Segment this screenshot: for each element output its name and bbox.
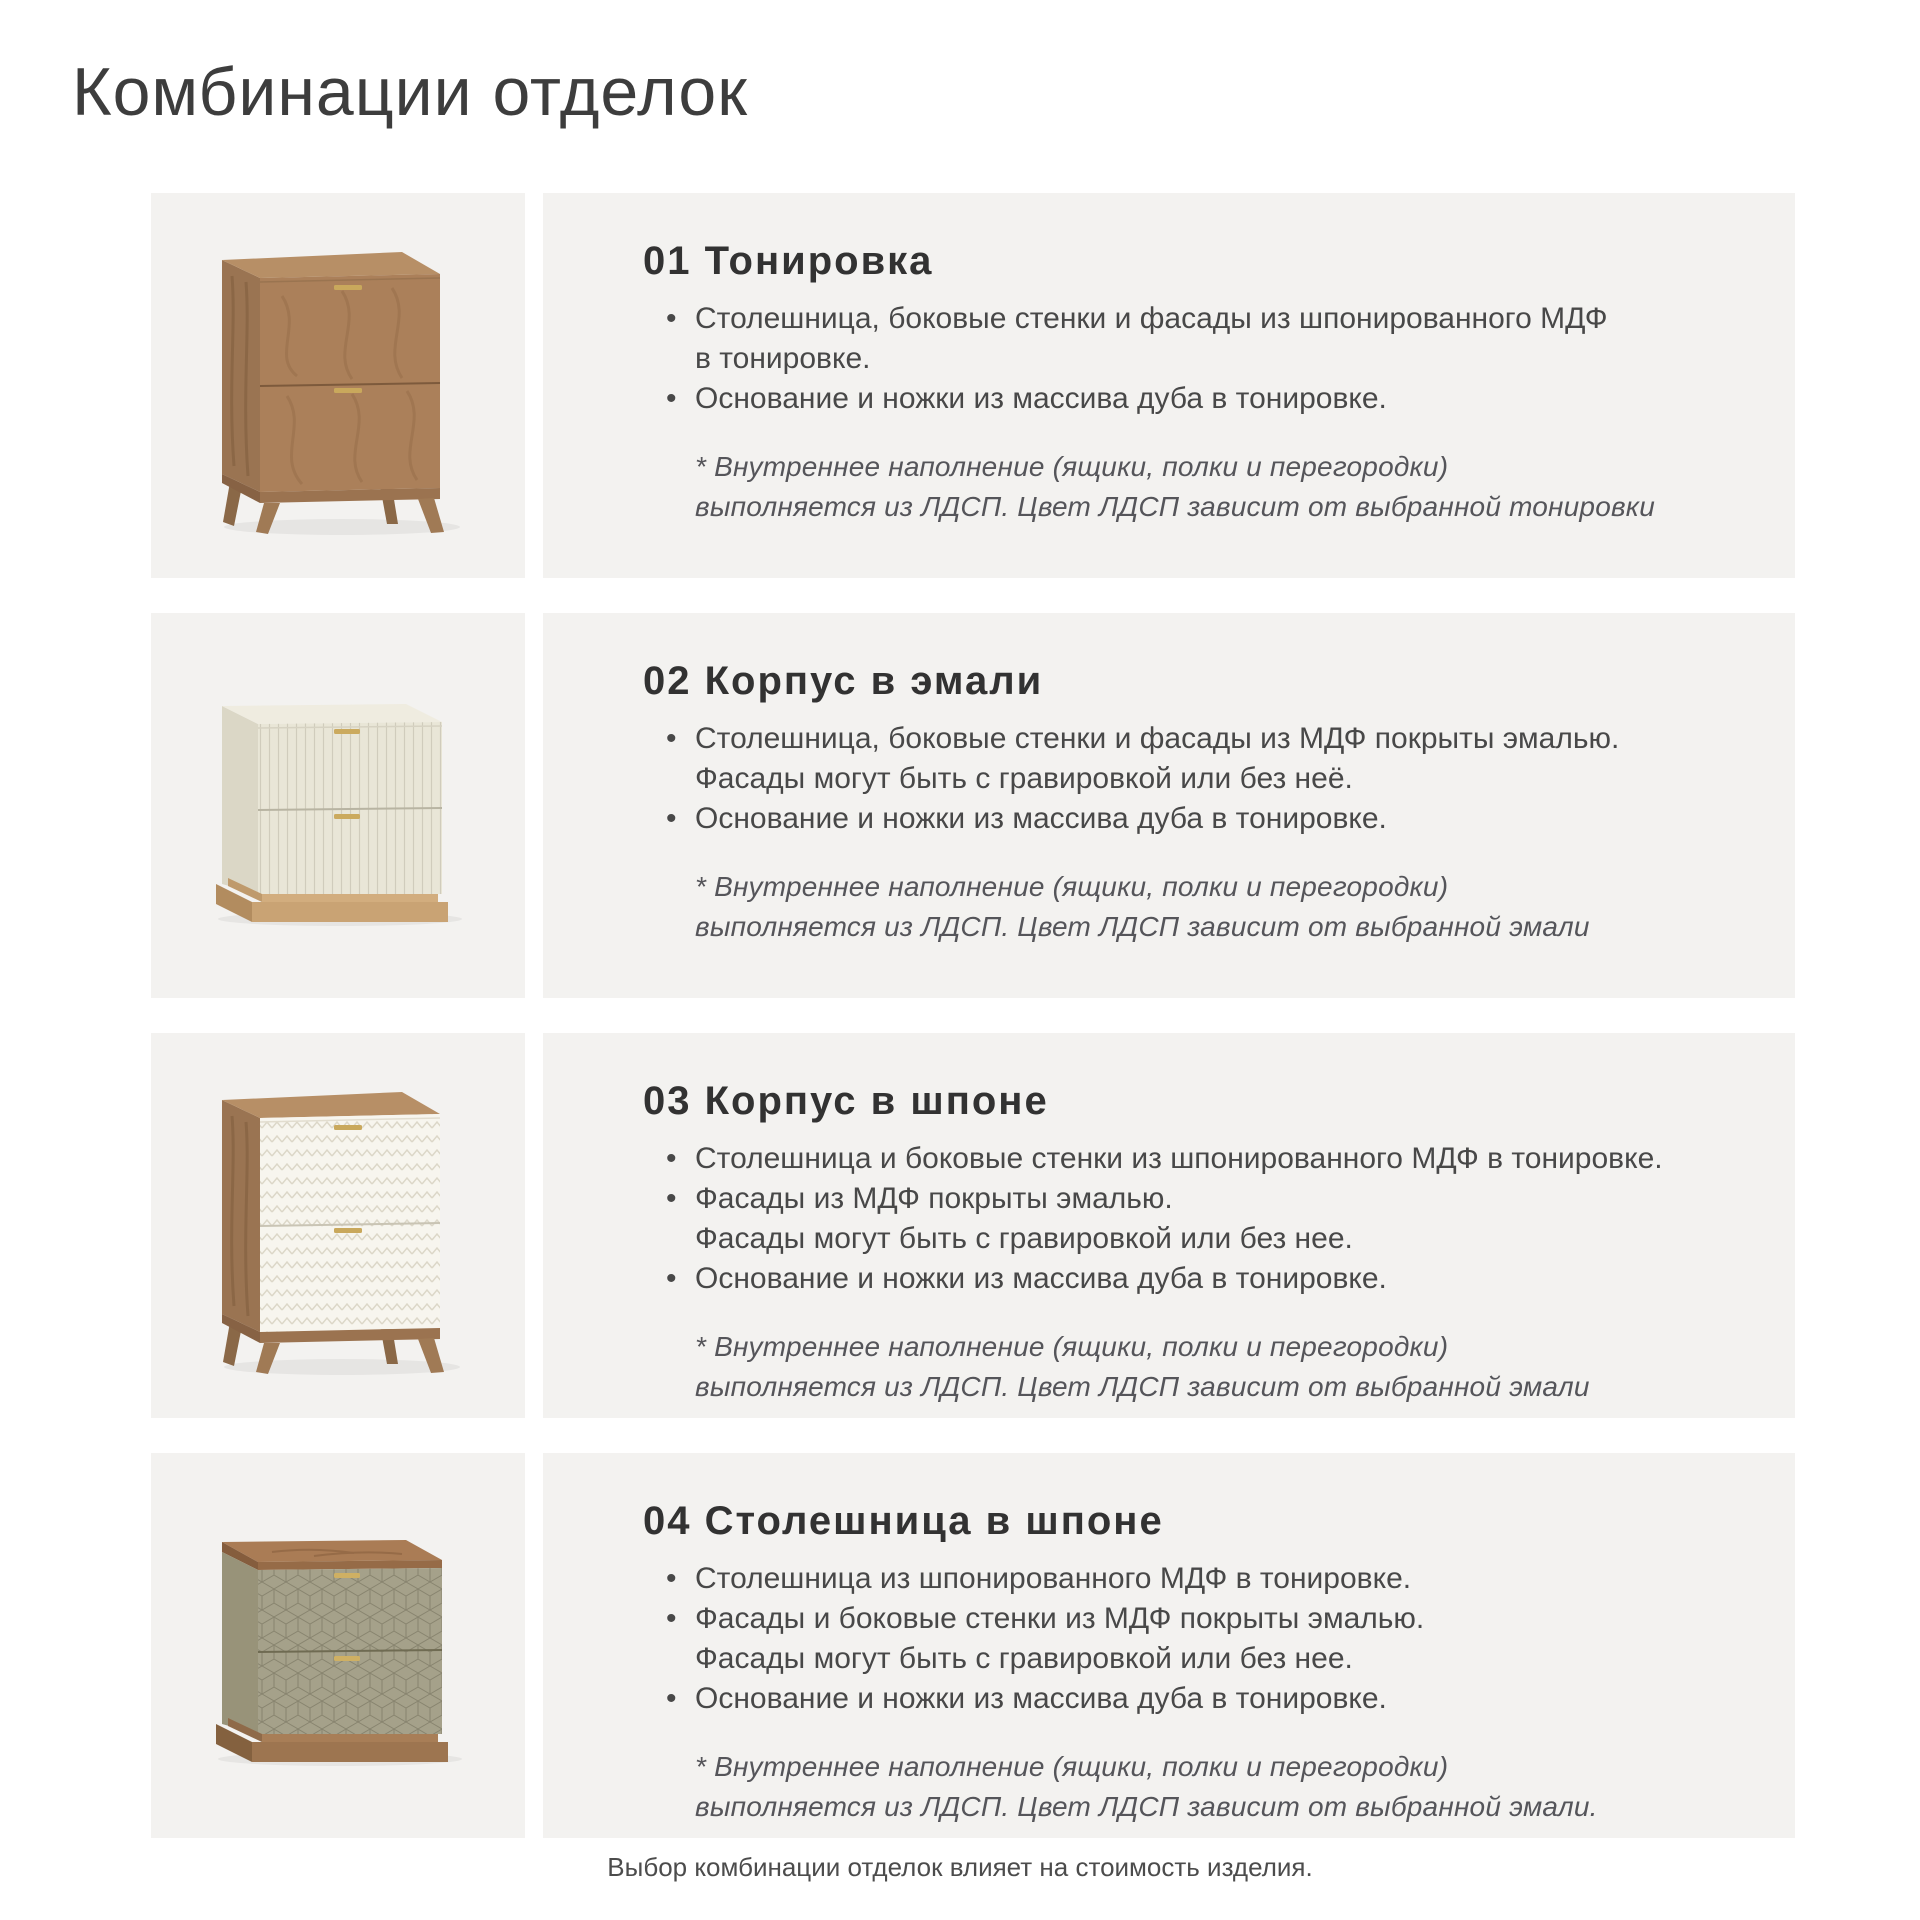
- finish-section-04: [151, 1453, 1795, 1838]
- section-note: * Внутреннее наполнение (ящики, полки и перегородки) выполняется из ЛДСП. Цвет ЛДСП зависит от выбранной эмали: [695, 871, 1590, 942]
- finish-section-02: [151, 613, 1795, 998]
- nightstand-olive-enamel-illustration: [202, 1526, 474, 1766]
- section-note: * Внутреннее наполнение (ящики, полки и перегородки) выполняется из ЛДСП. Цвет ЛДСП зависит от выбранной эмали.: [695, 1751, 1598, 1822]
- nightstand-cream-enamel-illustration: [202, 686, 474, 926]
- bullet-item: • Столешница и боковые стенки из шпонированного МДФ в тонировке.: [666, 1139, 1765, 1179]
- finish-section-01: [151, 193, 1795, 578]
- bullet-item: • Основание и ножки из массива дуба в тонировке.: [666, 1259, 1765, 1299]
- finish-section-03: [151, 1033, 1795, 1418]
- section-heading: 03 Корпус в шпоне: [643, 1079, 1049, 1123]
- page-title: Комбинации отделок: [72, 54, 748, 130]
- product-photo-02: [151, 613, 525, 998]
- bullet-item: • Основание и ножки из массива дуба в тонировке.: [666, 1679, 1765, 1719]
- nightstand-wood-illustration: [202, 236, 474, 536]
- section-heading: 01 Тонировка: [643, 239, 934, 283]
- section-text-03: [543, 1033, 1795, 1418]
- bullet-list: [666, 1139, 1765, 1299]
- section-text-02: [543, 613, 1795, 998]
- bullet-item: • Основание и ножки из массива дуба в тонировке.: [666, 379, 1765, 419]
- product-photo-01: [151, 193, 525, 578]
- section-heading: 04 Столешница в шпоне: [643, 1499, 1164, 1543]
- sections-list: [151, 193, 1795, 1838]
- bullet-item: • Основание и ножки из массива дуба в тонировке.: [666, 799, 1765, 839]
- bullet-item: • Фасады и боковые стенки из МДФ покрыты эмалью. Фасады могут быть с гравировкой или без нее.: [666, 1599, 1765, 1679]
- section-heading: 02 Корпус в эмали: [643, 659, 1044, 703]
- section-text-04: [543, 1453, 1795, 1838]
- bullet-list: [666, 299, 1765, 419]
- section-note: * Внутреннее наполнение (ящики, полки и перегородки) выполняется из ЛДСП. Цвет ЛДСП зависит от выбранной эмали: [695, 1331, 1590, 1402]
- nightstand-veneer-white-fronts-illustration: [202, 1076, 474, 1376]
- bullet-list: [666, 1559, 1765, 1719]
- bullet-item: • Столешница из шпонированного МДФ в тонировке.: [666, 1559, 1765, 1599]
- section-note: * Внутреннее наполнение (ящики, полки и перегородки) выполняется из ЛДСП. Цвет ЛДСП зависит от выбранной тонировки: [695, 451, 1655, 522]
- section-text-01: [543, 193, 1795, 578]
- bullet-item: • Столешница, боковые стенки и фасады из шпонированного МДФ в тонировке.: [666, 299, 1765, 379]
- product-photo-03: [151, 1033, 525, 1418]
- bullet-item: • Столешница, боковые стенки и фасады из МДФ покрыты эмалью. Фасады могут быть с гравировкой или без неё.: [666, 719, 1765, 799]
- footer-note: Выбор комбинации отделок влияет на стоимость изделия.: [607, 1852, 1313, 1882]
- product-photo-04: [151, 1453, 525, 1838]
- bullet-item: • Фасады из МДФ покрыты эмалью. Фасады могут быть с гравировкой или без нее.: [666, 1179, 1765, 1259]
- bullet-list: [666, 719, 1765, 839]
